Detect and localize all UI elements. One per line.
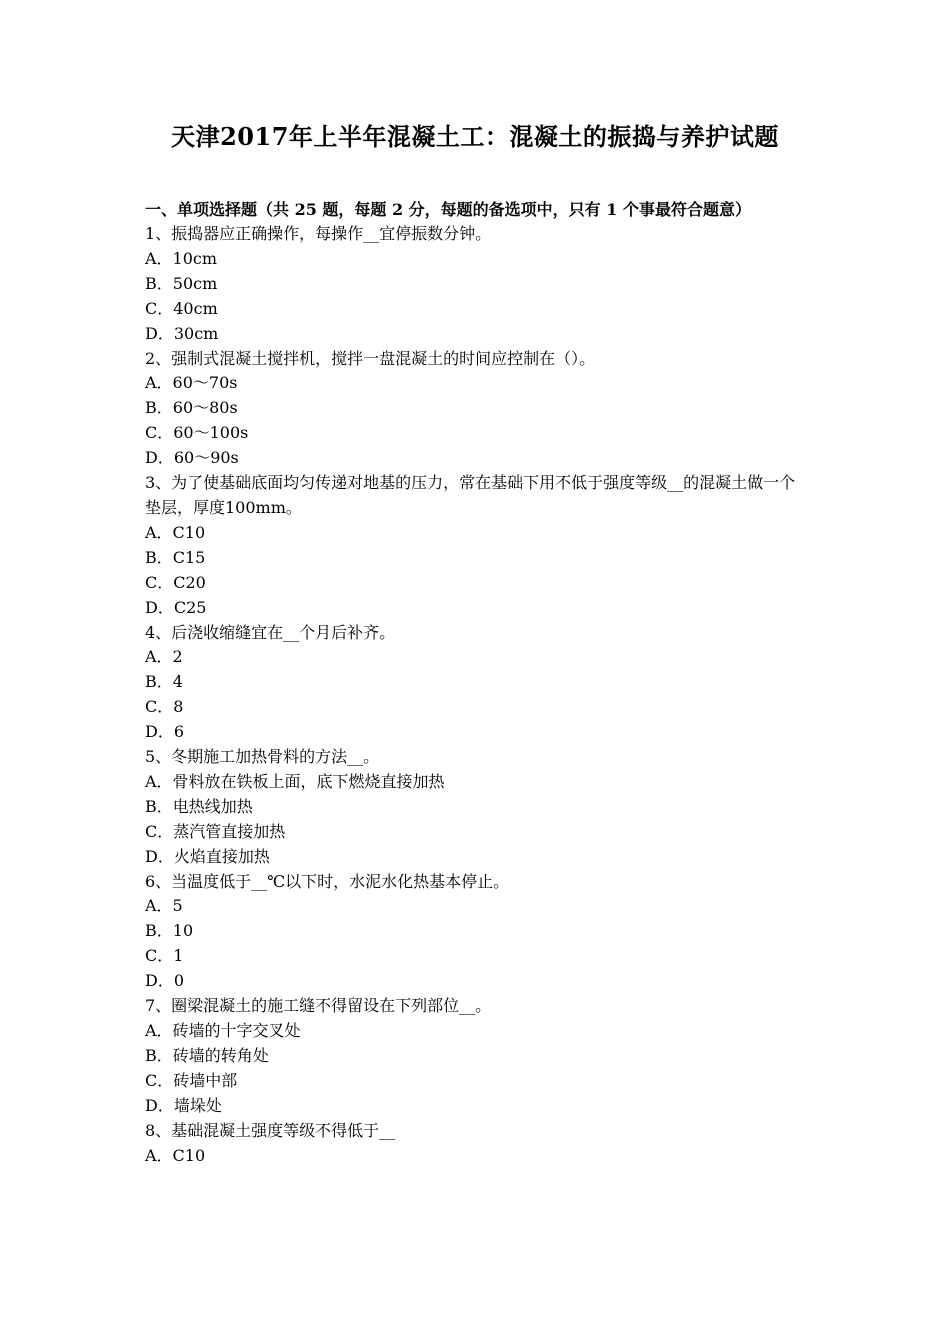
question-5 — [145, 745, 810, 870]
question-text: 2、强制式混凝土搅拌机，搅拌一盘混凝土的时间应控制在（）。 — [145, 348, 596, 368]
option-d: D．火焰直接加热 — [145, 846, 270, 866]
option-c: C．1 — [145, 946, 184, 966]
option-d: D．墙垛处 — [145, 1095, 222, 1115]
option-a: A．60～70s — [145, 373, 238, 393]
question-text: 7、圈梁混凝土的施工缝不得留设在下列部位__。 — [145, 996, 492, 1016]
option-c: C．C20 — [145, 572, 206, 592]
option-a: A．10cm — [145, 248, 218, 268]
option-a: A．C10 — [145, 522, 206, 542]
option-d: D．C25 — [145, 597, 207, 617]
question-4 — [145, 621, 810, 746]
option-a: A．骨料放在铁板上面，底下燃烧直接加热 — [145, 771, 445, 791]
option-a: A．C10 — [145, 1145, 206, 1165]
option-b: B．4 — [145, 672, 183, 692]
question-7 — [145, 994, 810, 1119]
question-2 — [145, 347, 810, 472]
question-3 — [145, 471, 810, 620]
option-b: B．砖墙的转角处 — [145, 1045, 269, 1065]
question-text: 4、后浇收缩缝宜在__个月后补齐。 — [145, 622, 396, 642]
option-b: B．10 — [145, 921, 194, 941]
option-d: D．30cm — [145, 323, 219, 343]
question-text: 5、冬期施工加热骨料的方法__。 — [145, 747, 380, 767]
option-d: D．60～90s — [145, 448, 239, 468]
question-8 — [145, 1119, 810, 1169]
option-a: A．5 — [145, 896, 183, 916]
question-6 — [145, 870, 810, 995]
option-c: C．8 — [145, 697, 184, 717]
option-c: C．砖墙中部 — [145, 1070, 238, 1090]
option-c: C．40cm — [145, 298, 218, 318]
option-c: C．蒸汽管直接加热 — [145, 821, 286, 841]
option-b: B．电热线加热 — [145, 796, 253, 816]
option-a: A．2 — [145, 647, 183, 667]
question-text: 3、为了使基础底面均匀传递对地基的压力，常在基础下用不低于强度等级__的混凝土做一个垫层，厚度100mm。 — [145, 473, 796, 517]
question-text: 8、基础混凝土强度等级不得低于__ — [145, 1120, 396, 1140]
option-a: A．砖墙的十字交叉处 — [145, 1021, 301, 1040]
option-d: D．6 — [145, 722, 185, 742]
section-heading: 一、单项选择题（共 25 题，每题 2 分，每题的备选项中，只有 1 个事最符合题意） — [145, 200, 751, 219]
option-b: B．50cm — [145, 273, 218, 293]
option-d: D．0 — [145, 971, 185, 991]
document-title: 天津2017年上半年混凝土工：混凝土的振捣与养护试题 — [171, 122, 779, 151]
option-c: C．60～100s — [145, 423, 249, 443]
option-b: B．C15 — [145, 547, 206, 567]
question-text: 6、当温度低于__℃以下时，水泥水化热基本停止。 — [145, 871, 510, 891]
question-1 — [145, 222, 810, 347]
document-body — [145, 197, 810, 1168]
option-b: B．60～80s — [145, 398, 238, 418]
question-text: 1、振捣器应正确操作，每操作__宜停振数分钟。 — [145, 224, 492, 243]
